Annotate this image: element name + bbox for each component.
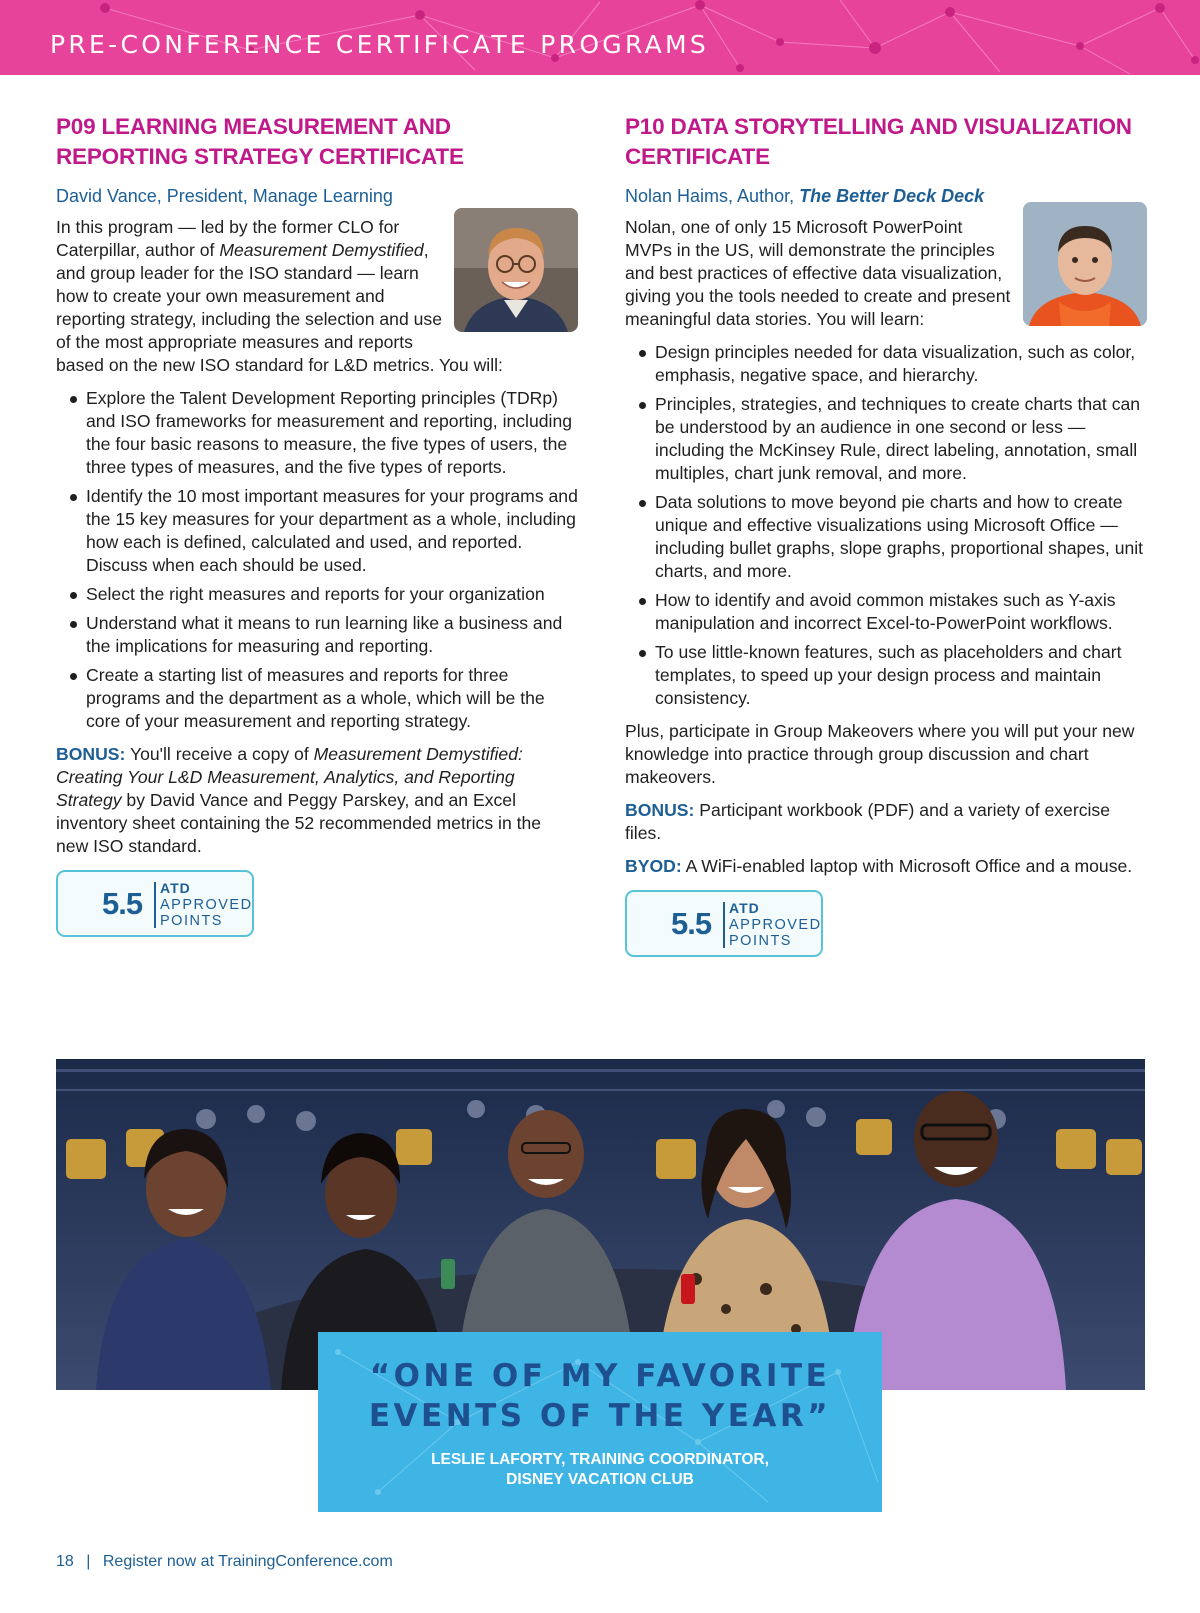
program-intro: In this program — led by the former CLO for Caterpillar, author of Measurement Demystified, and group leader for the ISO standard — learn how to create your own measurement and reporting strategy, including the selection and use of the most appropriate measures and reports based on the new ISO standard for L&D metrics. You will:	[56, 217, 503, 375]
quote-attribution: DISNEY VACATION CLUB	[506, 1471, 694, 1488]
speaker-photo	[1023, 202, 1147, 326]
book-title: Measurement Demystified	[219, 240, 424, 260]
points-label: POINTS	[729, 933, 792, 949]
plus-paragraph: Plus, participate in Group Makeovers where you will put your new knowledge into practice through group discussion and chart makeovers.	[625, 721, 1135, 787]
list-item: Principles, strategies, and techniques to create charts that can be understood by an audience in one second or less — including the McKinsey Rule, direct labeling, annotation, small multiples, chart junk removal, and more.	[639, 393, 1147, 485]
learning-objectives-list	[639, 341, 1147, 710]
testimonial-quote	[318, 1332, 882, 1512]
page-footer	[56, 1553, 393, 1571]
approved-label: APPROVED	[160, 897, 253, 913]
program-title-line: CERTIFICATE	[625, 144, 770, 169]
list-item: Understand what it means to run learning like a business and the implications for measuring and reporting.	[70, 612, 578, 658]
atd-label: ATD	[160, 880, 191, 896]
speaker-name: Nolan Haims, Author, The Better Deck Deck	[625, 186, 985, 206]
page-number: 18	[56, 1553, 74, 1570]
points-label: POINTS	[160, 913, 223, 929]
program-title-line: P09 LEARNING MEASUREMENT AND	[56, 114, 451, 139]
list-item: Create a starting list of measures and reports for three programs and the department as a whole, which will be the core of your measurement and reporting strategy.	[70, 664, 578, 733]
program-title-line: P10 DATA STORYTELLING AND VISUALIZATION	[625, 114, 1132, 139]
quote-line: EVENTS OF THE YEAR”	[368, 1398, 832, 1434]
list-item: Select the right measures and reports for your organization	[70, 583, 578, 606]
list-item: Data solutions to move beyond pie charts and how to create unique and effective visualizations using Microsoft Office — including bullet graphs, slope graphs, proportional shapes, unit charts, and more.	[639, 491, 1147, 583]
list-item: Design principles needed for data visualization, such as color, emphasis, negative space, and hierarchy.	[639, 341, 1147, 387]
atd-points-value: 5.5	[671, 906, 712, 941]
program-intro: Nolan, one of only 15 Microsoft PowerPoint MVPs in the US, will demonstrate the principles and best practices of effective data visualization, giving you the tools needed to create and present meaningful data stories. You will learn:	[625, 217, 1011, 329]
list-item: How to identify and avoid common mistakes such as Y-axis manipulation and incorrect Excel-to-PowerPoint workflows.	[639, 589, 1147, 635]
program-p10	[625, 112, 1147, 957]
book-title: Measurement Demystified: Creating Your L&D Measurement, Analytics, and Reporting Strategy	[56, 744, 523, 810]
atd-points-badge	[625, 890, 823, 957]
atd-label: ATD	[729, 900, 760, 916]
list-item: To use little-known features, such as placeholders and chart templates, to speed up your design process and maintain consistency.	[639, 641, 1147, 710]
atd-points-value: 5.5	[102, 886, 143, 921]
quote-attribution: LESLIE LAFORTY, TRAINING COORDINATOR,	[431, 1451, 769, 1468]
quote-line: “ONE OF MY FAVORITE	[369, 1358, 831, 1394]
list-item: Identify the 10 most important measures for your programs and the 15 key measures for your department as a whole, including how each is defined, calculated and used, and reported. Discuss when each should be used.	[70, 485, 578, 577]
banner-title: PRE-CONFERENCE CERTIFICATE PROGRAMS	[50, 30, 710, 59]
speaker-name: David Vance, President, Manage Learning	[56, 186, 393, 206]
program-p09	[56, 112, 578, 937]
speaker-photo	[454, 208, 578, 332]
byod-label: BYOD:	[625, 856, 682, 876]
register-link[interactable]: Register now at TrainingConference.com	[102, 1553, 393, 1570]
badge-divider	[723, 902, 725, 948]
book-title: The Better Deck Deck	[799, 186, 985, 206]
byod-paragraph: BYOD: A WiFi-enabled laptop with Microsoft Office and a mouse.	[625, 856, 1133, 876]
approved-label: APPROVED	[729, 917, 822, 933]
bonus-paragraph: BONUS: Participant workbook (PDF) and a variety of exercise files.	[625, 800, 1110, 843]
learning-objectives-list	[70, 387, 578, 733]
section-banner	[0, 0, 1200, 75]
bonus-paragraph: BONUS: You'll receive a copy of Measurement Demystified: Creating Your L&D Measurement, Analytics, and Reporting Strategy by David Vance and Peggy Parskey, and an Excel inventory sheet containing the 52 recommended metrics in the new ISO standard.	[56, 744, 542, 856]
program-title	[625, 112, 1147, 172]
bonus-label: BONUS:	[56, 744, 126, 764]
footer-separator: |	[86, 1553, 91, 1570]
atd-points-badge	[56, 870, 254, 937]
program-title-line: REPORTING STRATEGY CERTIFICATE	[56, 144, 464, 169]
list-item: Explore the Talent Development Reporting principles (TDRp) and ISO frameworks for measurement and reporting, including the four basic reasons to measure, the five types of users, the three types of measures, and the five types of reports.	[70, 387, 578, 479]
badge-divider	[154, 882, 156, 928]
program-title	[56, 112, 578, 172]
bonus-label: BONUS:	[625, 800, 695, 820]
